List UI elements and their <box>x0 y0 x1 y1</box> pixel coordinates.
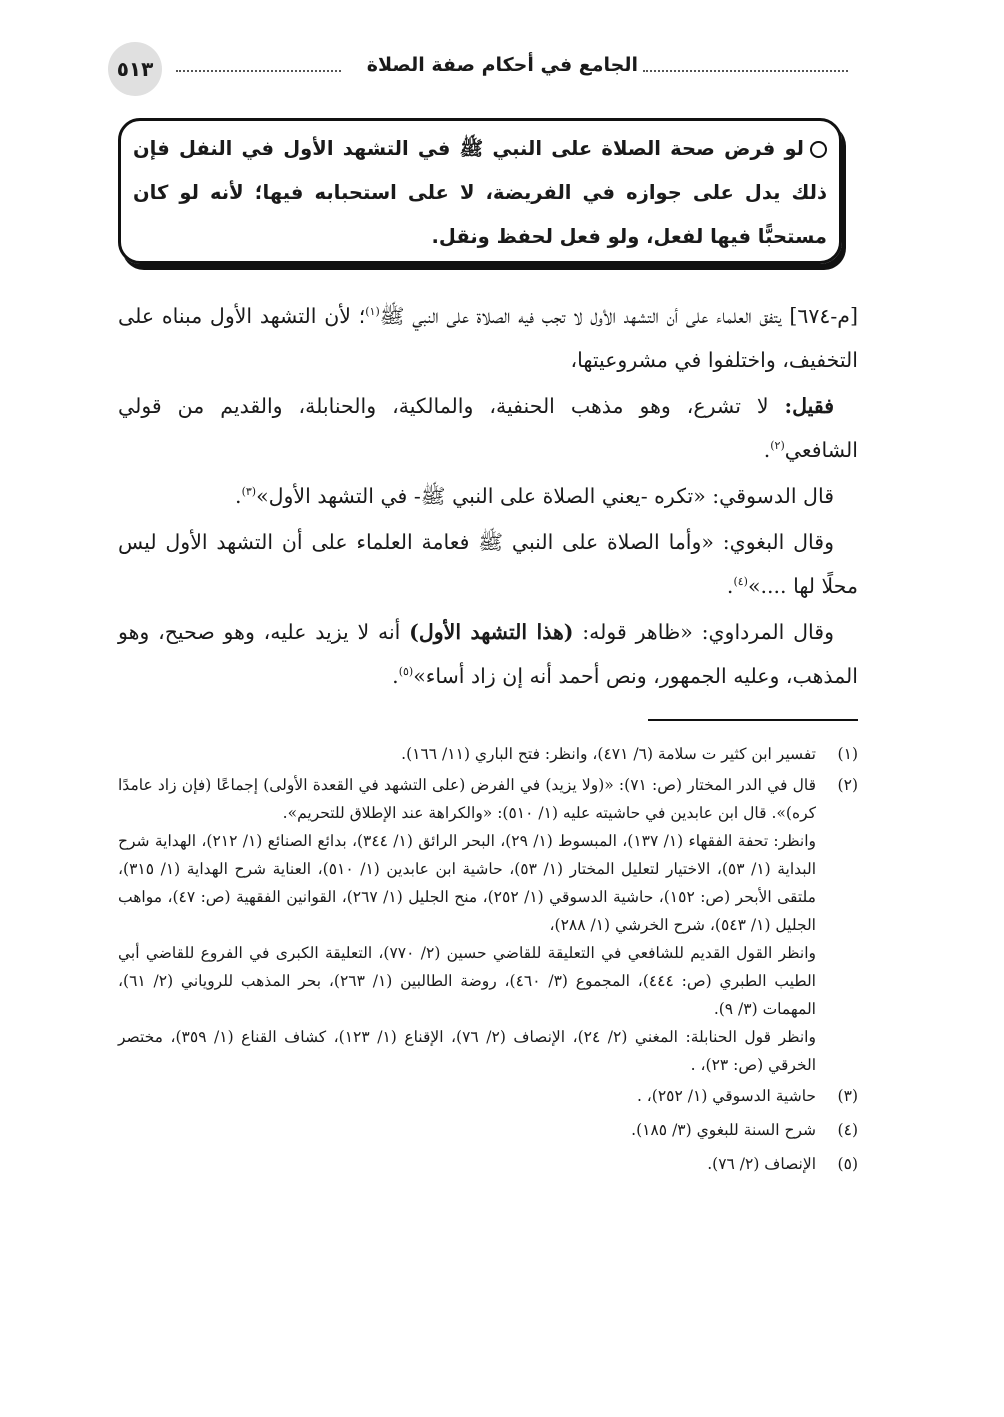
footnote-ref-2[interactable]: (٢) <box>770 439 785 453</box>
footnote-2-line-4: وانظر قول الحنابلة: المغني (٢/ ٢٤)، الإنصاف (٢/ ٧٦)، الإقناع (١/ ١٢٣)، كشاف القناع (١/ ٣٥٩)، مختصر الخرقي (ص: ٢٣)، . <box>118 1028 816 1074</box>
paragraph-2-text: لا تشرع، وهو مذهب الحنفية، والمالكية، والحنابلة، والقديم من قولي الشافعي <box>118 394 858 462</box>
footnote-text: حاشية الدسوقي (١/ ٢٥٢)، . <box>636 1087 816 1105</box>
paragraph-5-text-a: وقال المرداوي: «ظاهر قوله: <box>573 620 834 644</box>
paragraph-5-bold: (هذا التشهد الأول) <box>409 620 574 644</box>
footnote-2-line-2: وانظر: تحفة الفقهاء (١/ ١٣٧)، المبسوط (١/ ٢٩)، البحر الرائق (١/ ٣٤٤)، بدائع الصنائع (١/ ٢١٢)، الهداية شرح البداية (١/ ٥٣)، الاختيار لتعليل المختار (١/ ٥٣)، حاشية ابن عابدين (١/ ٥١٠)، العناية شرح الهداية (١/ ٣١٥)، ملتقى الأبحر (ص: ١٥٢)، حاشية الدسوقي (١/ ٢٥٢)، منح الجليل (١/ ٢٦٧)، القوانين الفقهية (ص: ٤٧)، مواهب الجليل (١/ ٥٤٣)، شرح الخرشي (١/ ٢٨٨)، <box>118 832 817 934</box>
footnote-5 <box>118 1147 858 1181</box>
paragraph-1-rest: ؛ لأن التشهد الأول مبناه على التخفيف، واختلفوا في مشروعيتها، <box>118 304 858 372</box>
book-title: الجامع في أحكام صفة الصلاة <box>366 54 638 76</box>
footnote-ref-4[interactable]: (٤) <box>733 575 748 589</box>
footnote-text: تفسير ابن كثير ت سلامة (٦/ ٤٧١)، وانظر: فتح الباري (١١/ ١٦٦). <box>401 745 816 763</box>
footnote-number: (١) <box>837 745 858 763</box>
footnote-ref-3[interactable]: (٣) <box>241 485 257 499</box>
footnote-2 <box>118 771 858 1079</box>
footnote-2-line-3: وانظر القول القديم للشافعي في التعليقة للقاضي حسين (٢/ ٧٧٠)، التعليقة الكبرى في الفروع للقاضي أبي الطيب الطبري (ص: ٤٤٤)، المجموع (٣/ ٤٦٠)، روضة الطالبين (١/ ٢٦٣)، بحر المذهب للروياني (٢/ ٦١)، المهمات (٣/ ٩). <box>118 944 816 1018</box>
footnote-ref-1[interactable]: (١) <box>365 305 380 319</box>
paragraph-5 <box>118 610 858 698</box>
paragraph-2-lead: فقيل: <box>784 394 834 418</box>
footnote-number: (٢) <box>837 776 858 794</box>
page-header <box>108 40 848 96</box>
footnote-text: شرح السنة للبغوي (٣/ ١٨٥). <box>631 1121 816 1139</box>
footnote-3 <box>118 1079 858 1113</box>
main-text <box>118 294 858 700</box>
footnote-separator <box>648 719 858 721</box>
summary-text: لو فرض صحة الصلاة على النبي ﷺ في التشهد الأول في النفل فإن ذلك يدل على جوازه في الفريضة، لا على استحبابه فيها؛ لأنه لو كان مستحبًّا فيها لفعل، ولو فعل لحفظ ونقل. <box>133 137 827 248</box>
page-number: ٥١٣ <box>108 42 162 96</box>
footnotes <box>118 737 858 1181</box>
footnote-2-line-1: قال في الدر المختار (ص: ٧١): «(ولا يزيد) في الفرض (على التشهد في القعدة الأولى) إجماعًا (فإن زاد عامدًا كره)». قال ابن عابدين في حاشيته عليه (١/ ٥١٠): «والكراهة عند الإطلاق للتحريم». <box>118 776 816 822</box>
header-dotted-rule-left <box>176 70 341 72</box>
paragraph-1-text: [م-٦٧٤] يتفق العلماء على أن التشهد الأول لا تجب فيه الصلاة على النبي ﷺ <box>379 304 858 328</box>
paragraph-4-end: . <box>726 574 734 598</box>
footnote-4 <box>118 1113 858 1147</box>
footnote-number: (٤) <box>837 1121 858 1139</box>
paragraph-4-text: وقال البغوي: «وأما الصلاة على النبي ﷺ فعامة العلماء على أن التشهد الأول ليس محلًا لها ....» <box>118 530 858 598</box>
paragraph-5-text-b: أنه لا يزيد عليه، وهو صحيح، وهو المذهب، وعليه الجمهور، ونص أحمد أنه إن زاد أساء» <box>118 620 858 688</box>
footnote-1 <box>118 737 858 771</box>
footnote-number: (٥) <box>837 1155 858 1173</box>
footnote-text: الإنصاف (٢/ ٧٦). <box>707 1155 816 1173</box>
circle-bullet-icon <box>810 141 827 158</box>
paragraph-3 <box>118 474 858 518</box>
footnote-number: (٣) <box>837 1087 858 1105</box>
paragraph-1 <box>118 294 858 382</box>
paragraph-4 <box>118 520 858 608</box>
paragraph-2-end: . <box>763 438 771 462</box>
paragraph-2 <box>118 384 858 472</box>
header-dotted-rule-right <box>643 70 848 72</box>
paragraph-5-end: . <box>392 664 399 688</box>
paragraph-3-text: قال الدسوقي: «تكره -يعني الصلاة على النبي ﷺ- في التشهد الأول» <box>256 484 834 508</box>
paragraph-3-end: . <box>235 484 242 508</box>
footnote-ref-5[interactable]: (٥) <box>398 665 414 679</box>
footnote-2-body <box>118 771 816 1079</box>
summary-box <box>118 118 842 264</box>
